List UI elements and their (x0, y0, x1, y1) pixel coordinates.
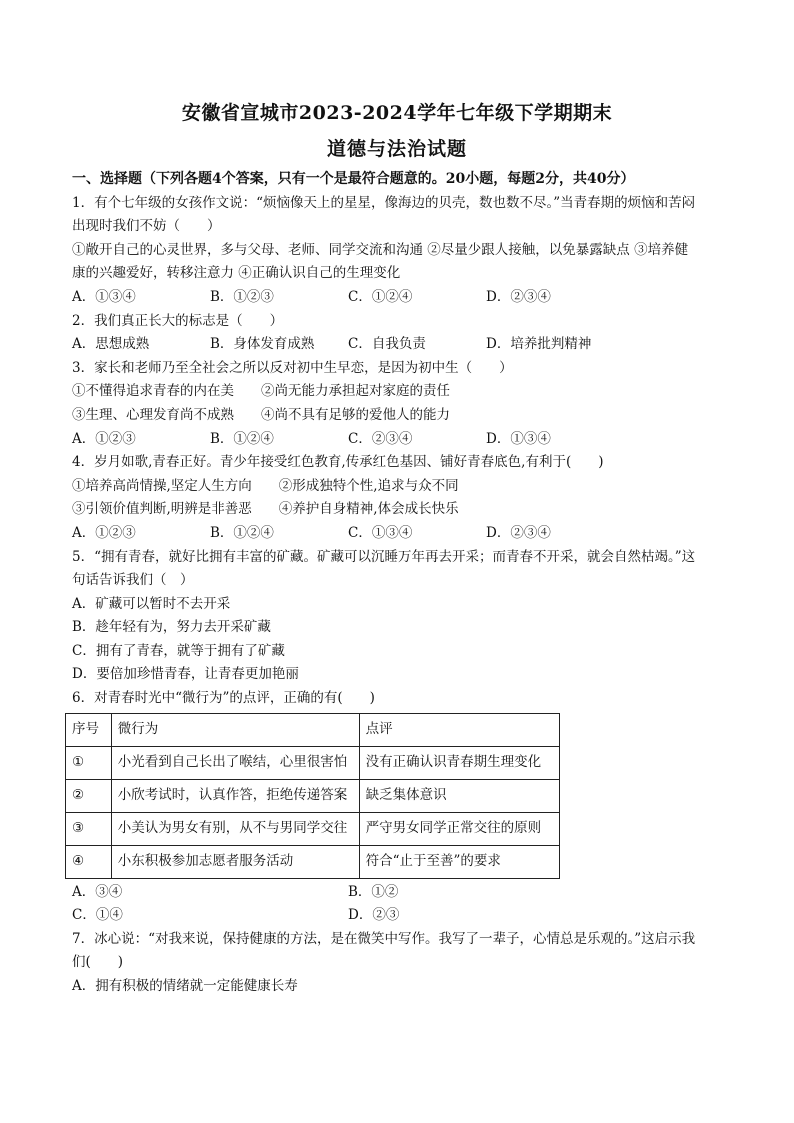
q2-option-a: A．思想成熟 (72, 336, 150, 353)
q4-items-line1: ①培养高尚情操,坚定人生方向 ②形成独特个性,追求与众不同 (72, 477, 459, 494)
q1-stem-line2: 出现时我们不妨（ ） (72, 218, 221, 235)
q2-option-d: D．培养批判精神 (486, 336, 592, 353)
table-cell: ③ (66, 812, 112, 845)
table-cell: ① (66, 746, 112, 779)
q4-stem: 4．岁月如歌,青春正好。青少年接受红色教育,传承红色基因、铺好青春底色,有利于( ) (72, 454, 604, 471)
q6-header-comment: 点评 (359, 713, 559, 746)
q1-items-line1: ①敞开自己的心灵世界，多与父母、老师、同学交流和沟通 ②尽量少跟人接触，以免暴露缺点 ③培养健 (72, 241, 689, 258)
q1-option-c: C．①②④ (348, 288, 413, 305)
table-cell: 缺乏集体意识 (359, 779, 559, 812)
table-row (66, 812, 560, 845)
q5-option-d: D．要倍加珍惜青春，让青春更加艳丽 (72, 666, 299, 683)
q2-option-c: C．自我负责 (348, 336, 426, 353)
q6-header-index: 序号 (66, 713, 112, 746)
q1-option-d: D．②③④ (486, 288, 551, 305)
table-row (66, 746, 560, 779)
table-cell: ② (66, 779, 112, 812)
table-cell: ④ (66, 845, 112, 878)
q1-stem-line1: 1．有个七年级的女孩作文说：“烦恼像天上的星星，像海边的贝壳，数也数不尽。”当青春期的烦恼和苦闷 (72, 194, 696, 211)
q4-option-d: D．②③④ (486, 524, 551, 541)
q5-stem-line2: 句话告诉我们（ ） (72, 572, 194, 589)
q5-option-a: A．矿藏可以暂时不去开采 (72, 595, 231, 612)
q5-option-b: B．趁年轻有为，努力去开采矿藏 (72, 619, 271, 636)
q6-header-behavior: 微行为 (111, 713, 359, 746)
q6-options-row2 (72, 904, 728, 928)
table-cell: 符合“止于至善”的要求 (359, 845, 559, 878)
section-heading: 一、选择题（下列各题4个答案，只有一个是最符合题意的。20小题，每题2分，共40分） (72, 171, 635, 187)
table-cell: 小美认为男女有别，从不与男同学交往 (111, 812, 359, 845)
table-cell: 没有正确认识青春期生理变化 (359, 746, 559, 779)
q2-option-b: B．身体发育成熟 (210, 336, 315, 353)
q4-items-line2: ③引领价值判断,明辨是非善恶 ④养护自身精神,体会成长快乐 (72, 501, 459, 518)
q3-option-a: A．①②③ (72, 430, 136, 447)
exam-subtitle: 道德与法治试题 (326, 138, 467, 160)
exam-content (72, 168, 728, 999)
q1-option-a: A．①③④ (72, 288, 136, 305)
q6-option-c: C．①④ (72, 907, 123, 924)
q4-option-b: B．①②④ (210, 524, 274, 541)
exam-title: 安徽省宣城市2023-2024学年七年级下学期期末 (181, 102, 613, 124)
q2-stem: 2．我们真正长大的标志是（ ） (72, 312, 284, 329)
q6-option-b: B．①② (348, 883, 399, 900)
q1-items-line2: 康的兴趣爱好，转移注意力 ④正确认识自己的生理变化 (72, 265, 401, 282)
q3-items-line1: ①不懂得追求青春的内在美 ②尚无能力承担起对家庭的责任 (72, 383, 450, 400)
q7-option-a: A．拥有积极的情绪就一定能健康长寿 (72, 978, 298, 995)
q6-table (65, 713, 560, 879)
q3-option-c: C．②③④ (348, 430, 413, 447)
q5-stem-line1: 5．“拥有青春，就好比拥有丰富的矿藏。矿藏可以沉睡万年再去开采；而青春不开采，就会自然枯竭。”这 (72, 548, 696, 565)
table-cell: 小东积极参加志愿者服务活动 (111, 845, 359, 878)
q6-option-a: A．③④ (72, 883, 123, 900)
q3-option-b: B．①②④ (210, 430, 274, 447)
q4-option-a: A．①②③ (72, 524, 136, 541)
q6-table-header (66, 713, 560, 746)
table-cell: 小欣考试时，认真作答，拒绝传递答案 (111, 779, 359, 812)
q5-option-c: C．拥有了青春，就等于拥有了矿藏 (72, 642, 285, 659)
q7-stem-line2: 们( ) (72, 954, 124, 971)
q6-stem: 6．对青春时光中“微行为”的点评，正确的有( ) (72, 690, 375, 707)
q3-stem: 3．家长和老师乃至全社会之所以反对初中生早恋，是因为初中生（ ） (72, 359, 513, 376)
table-cell: 小光看到自己长出了喉结，心里很害怕 (111, 746, 359, 779)
q6-options-row1 (72, 881, 728, 905)
q6-option-d: D．②③ (348, 907, 400, 924)
q4-option-c: C．①③④ (348, 524, 413, 541)
q3-items-line2: ③生理、心理发育尚不成熟 ④尚不具有足够的爱他人的能力 (72, 406, 450, 423)
table-cell: 严守男女同学正常交往的原则 (359, 812, 559, 845)
q2-options (72, 333, 728, 357)
q4-options (72, 522, 728, 546)
table-row (66, 845, 560, 878)
q1-option-b: B．①②③ (210, 288, 274, 305)
q3-option-d: D．①③④ (486, 430, 551, 447)
q1-options (72, 286, 728, 310)
q7-stem-line1: 7．冰心说：“对我来说，保持健康的方法，是在微笑中写作。我写了一辈子，心情总是乐观的。”这启示我 (72, 930, 696, 947)
table-row (66, 779, 560, 812)
q3-options (72, 428, 728, 452)
